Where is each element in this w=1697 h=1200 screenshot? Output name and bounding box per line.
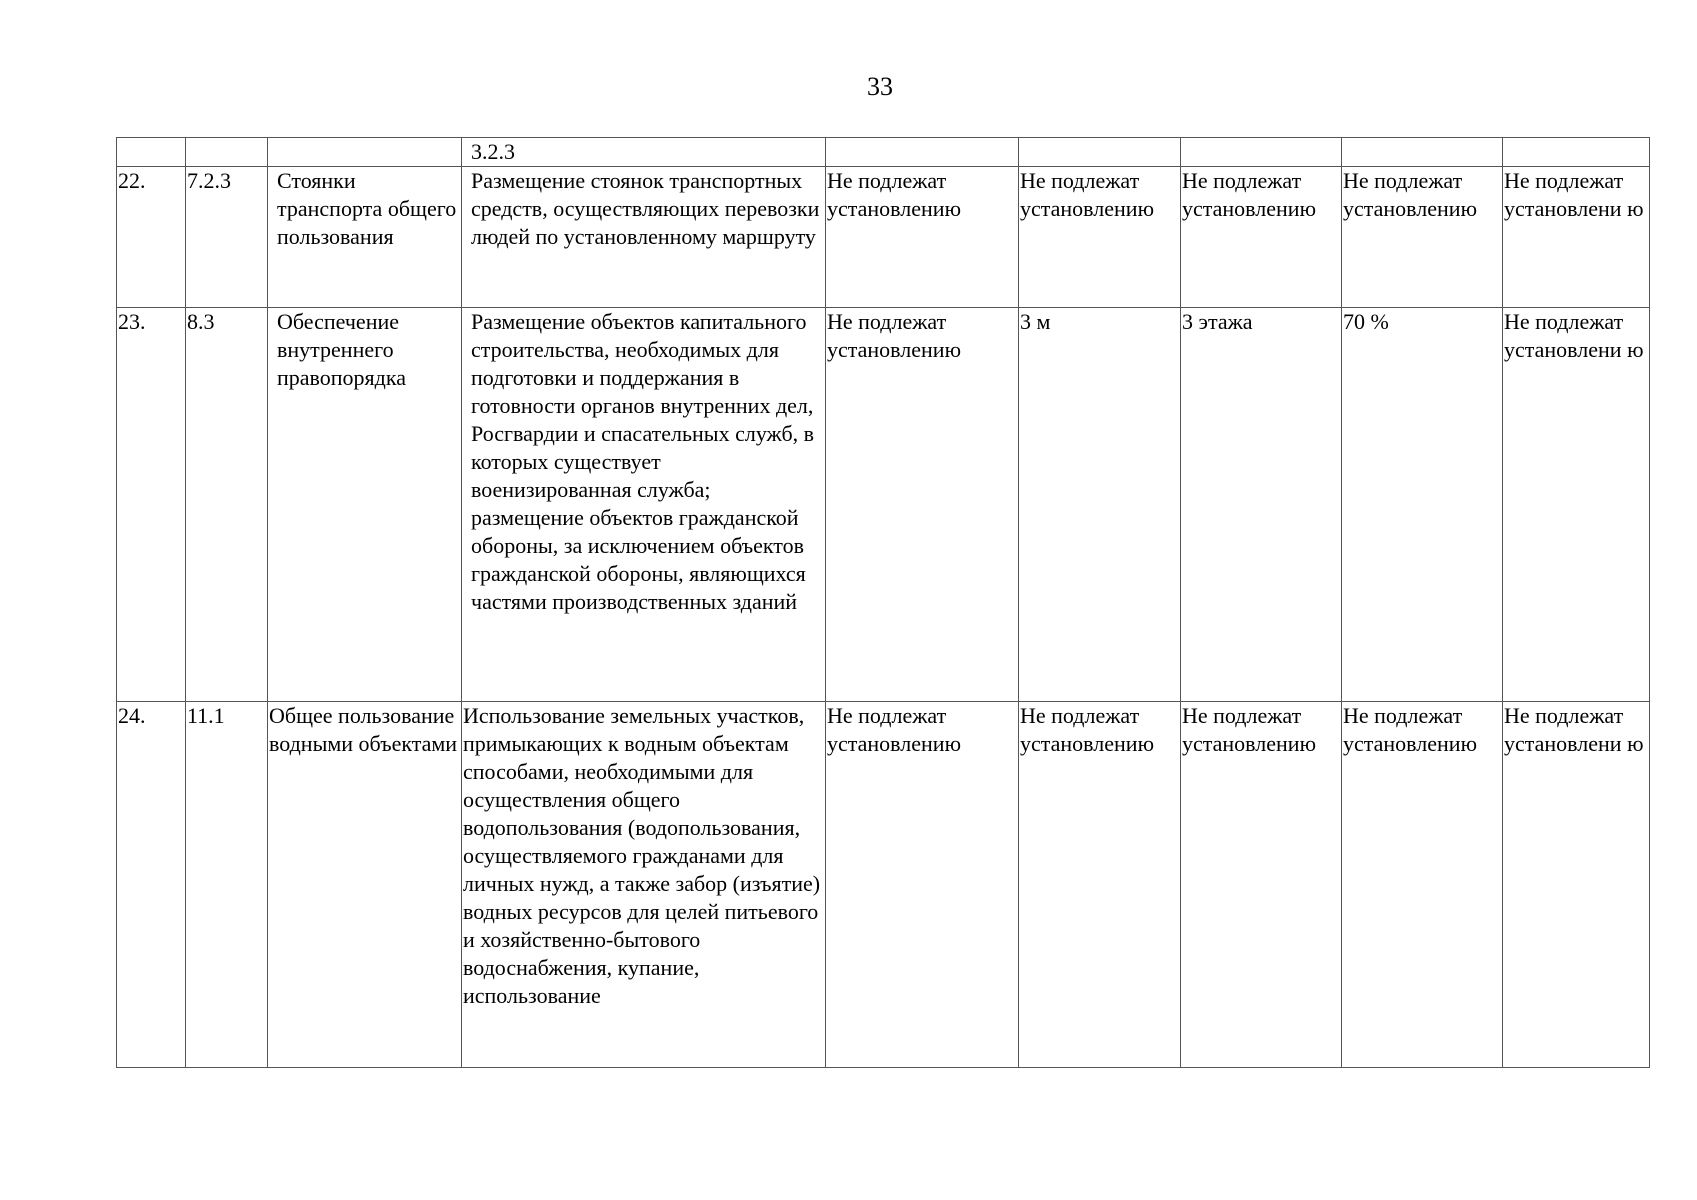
table-cell-description: Размещение объектов капитального строительства, необходимых для подготовки и поддержания в готовности органов внутренних дел, Росгвардии и спасательных служб, в которых существует военизированная служба; размещение объектов гражданской обороны, за исключением объектов гражданской обороны, являющихся частями производственных зданий [462,308,826,702]
table-cell-description: Размещение стоянок транспортных средств, осуществляющих перевозки людей по установленному маршруту [462,167,826,308]
table-cell-number: 24. [117,702,186,1068]
table-cell-value: Не подлежат установлению [826,308,1019,702]
table-cell-value: Не подлежат установлению [1181,702,1342,1068]
table-row [117,167,1650,308]
table-cell-value: 3 м [1019,308,1181,702]
table-cell-value: Не подлежат установлению [826,702,1019,1068]
table-continuation-row [117,138,1650,167]
table-cell-name: Общее пользование водными объектами [268,702,462,1068]
table-cell [1342,138,1503,167]
table-cell-code: 11.1 [186,702,268,1068]
table-cell-name: Обеспечение внутреннего правопорядка [268,308,462,702]
table-cell-value: Не подлежат установлению [1181,167,1342,308]
table-cell-value: Не подлежат установлению [1019,702,1181,1068]
table-cell-description: Использование земельных участков, примыкающих к водным объектам способами, необходимыми для осуществления общего водопользования (водопользования, осуществляемого гражданами для личных нужд, а также забор (изъятие) водных ресурсов для целей питьевого и хозяйственно-бытового водоснабжения, купание, использование [462,702,826,1068]
table-cell [268,138,462,167]
table-cell [1503,138,1650,167]
table-cell-value: Не подлежат установлению [1342,702,1503,1068]
table-row [117,308,1650,702]
table-cell-code: 7.2.3 [186,167,268,308]
table-cell-value: 70 % [1342,308,1503,702]
table-cell-value: Не подлежат установлению [1019,167,1181,308]
table-cell-description: 3.2.3 [462,138,826,167]
table-cell-number: 23. [117,308,186,702]
table-cell [1019,138,1181,167]
table-cell-value: Не подлежат установлени ю [1503,702,1650,1068]
table-cell [117,138,186,167]
table-cell-value: 3 этажа [1181,308,1342,702]
page-number: 33 [867,72,893,101]
table-cell-number: 22. [117,167,186,308]
table-cell [826,138,1019,167]
table-cell-value: Не подлежат установлению [826,167,1019,308]
table-cell-value: Не подлежат установлени ю [1503,167,1650,308]
table-cell [1181,138,1342,167]
table-cell-name: Стоянки транспорта общего пользования [268,167,462,308]
table-cell-value: Не подлежат установлени ю [1503,308,1650,702]
permitted-use-table [116,137,1650,1068]
table-row [117,702,1650,1068]
table-cell-value: Не подлежат установлению [1342,167,1503,308]
table-cell-code: 8.3 [186,308,268,702]
table-cell [186,138,268,167]
